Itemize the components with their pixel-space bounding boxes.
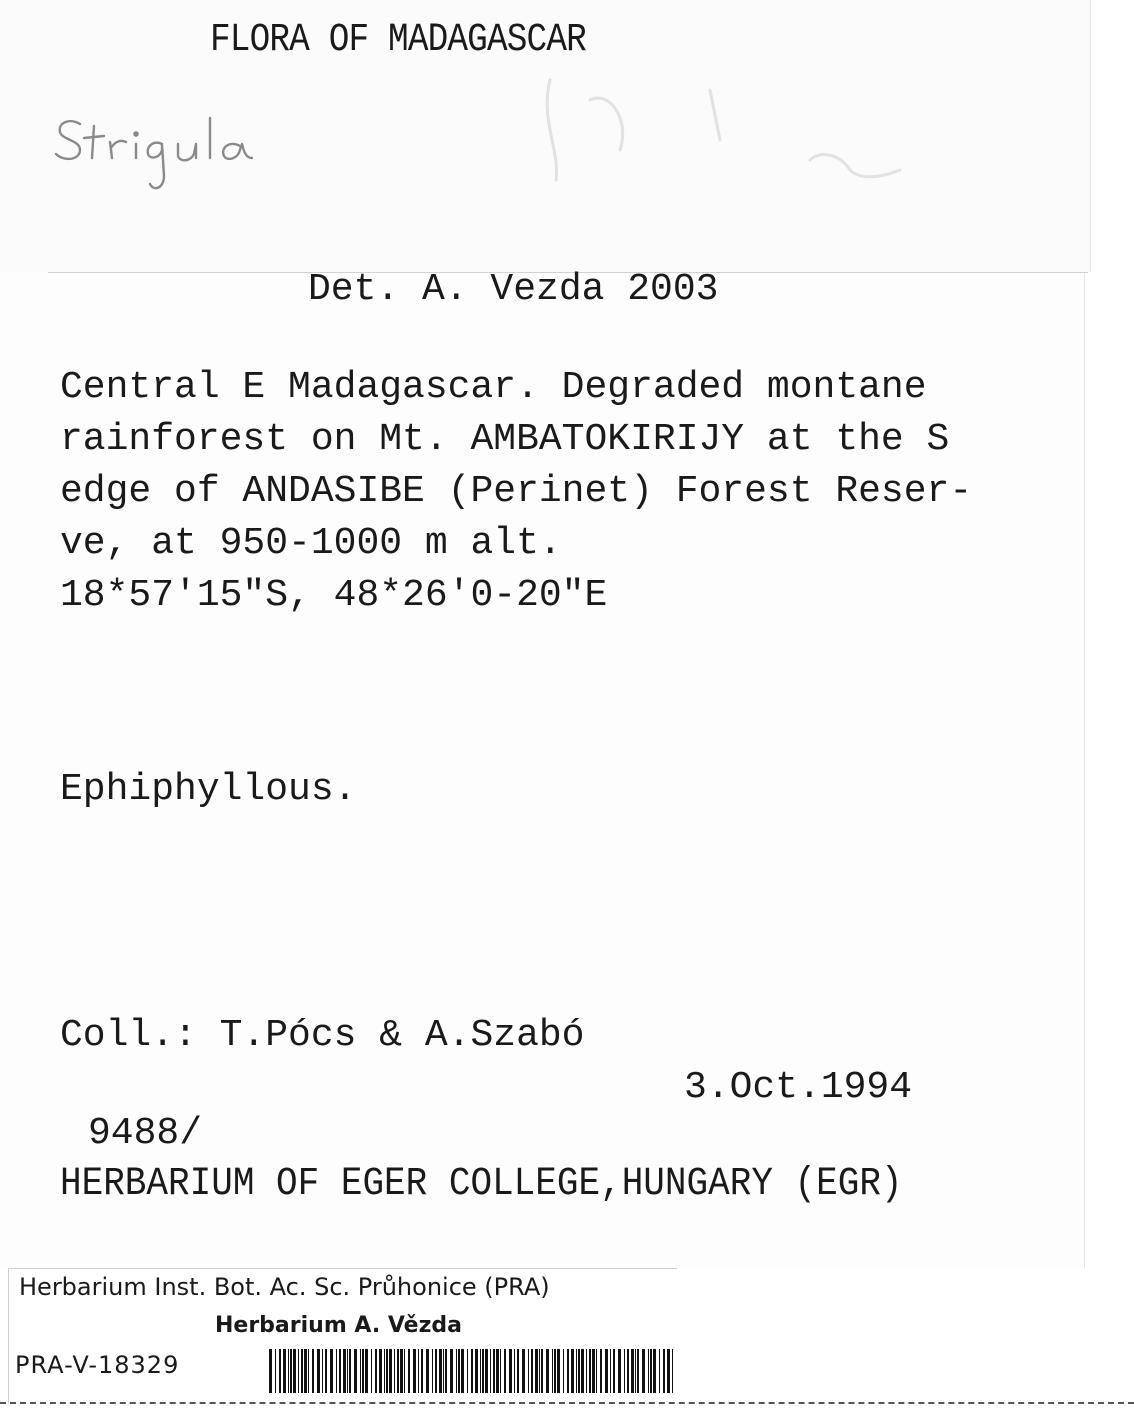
barcode-bar [362,1349,364,1393]
barcode-bar [458,1349,460,1393]
barcode-bar [439,1349,442,1393]
barcode-bar [379,1349,382,1393]
barcode-bar [563,1349,564,1393]
barcode-bar [426,1349,429,1393]
barcode-bar [554,1349,556,1393]
barcode-bar [528,1349,529,1393]
barcode-bar [386,1349,388,1393]
faint-pencil-marks [520,60,960,220]
institution-text: Herbarium Inst. Bot. Ac. Sc. Průhonice (PRA) [19,1273,550,1301]
barcode-bar [610,1349,611,1393]
locality-description [60,362,972,622]
collection-text: Herbarium A. Vězda [215,1313,463,1338]
locality-line: ve, at 950-1000 m alt. [60,522,562,565]
barcode-bar [304,1349,307,1393]
barcode-bar [389,1349,392,1393]
barcode-bar [408,1349,410,1393]
collection-date: 3.Oct.1994 [684,1066,913,1109]
barcode-bar [400,1349,403,1393]
barcode-bar [605,1349,608,1393]
barcode-bar [635,1349,636,1393]
barcode-bar [552,1349,553,1393]
barcode-bar [627,1349,629,1393]
cut-line [0,1402,1134,1404]
barcode-bar [371,1349,372,1393]
collection-number: 9488/ [88,1112,203,1155]
barcode-bar [375,1349,377,1393]
barcode-bar [349,1349,351,1393]
barcode-bar [504,1349,506,1393]
barcode-bar [596,1349,597,1393]
barcode-bar [467,1349,468,1393]
barcode-bar [435,1349,437,1393]
barcode-bar [279,1349,281,1393]
barcode-bar [336,1349,337,1393]
herbarium-name: HERBARIUM OF EGER COLLEGE,HUNGARY (EGR) [60,1162,903,1207]
barcode-bar [578,1349,580,1393]
barcode-bar [637,1349,639,1393]
barcode-bar [514,1349,515,1393]
barcode-bar [275,1349,276,1393]
barcode-bar [293,1349,296,1393]
barcode-bar [493,1349,495,1393]
barcode-bar [269,1349,272,1393]
barcode-bar [672,1349,673,1393]
catalog-number: PRA-V-18329 [15,1351,180,1379]
barcode [267,1349,677,1393]
barcode-bar [394,1349,395,1393]
barcode-bar [480,1349,481,1393]
barcode-bar [421,1349,423,1393]
barcode-bar [290,1349,292,1393]
barcode-bar [360,1349,361,1393]
barcode-bar [535,1349,538,1393]
barcode-bar [330,1349,333,1393]
barcode-bar [475,1349,478,1393]
barcode-bar [354,1349,357,1393]
barcode-bar [322,1349,323,1393]
barcode-bar [557,1349,560,1393]
barcode-bar [450,1349,453,1393]
determination-line: Det. A. Vezda 2003 [308,268,719,311]
barcode-bar [456,1349,457,1393]
substrate-text: Ephiphyllous. [60,768,357,811]
barcode-bar [397,1349,399,1393]
barcode-bar [288,1349,289,1393]
locality-line: edge of ANDASIBE (Perinet) Forest Reser- [60,470,973,513]
label-title: FLORA OF MADAGASCAR [210,18,586,63]
barcode-bar [600,1349,602,1393]
barcode-bar [546,1349,549,1393]
barcode-bar [522,1349,525,1393]
barcode-bar [541,1349,543,1393]
barcode-bar [443,1349,444,1393]
barcode-bar [317,1349,320,1393]
barcode-bar [509,1349,512,1393]
barcode-bar [365,1349,368,1393]
barcode-bar [485,1349,488,1393]
barcode-bar [531,1349,533,1393]
herbarium-stamp-label [8,1268,677,1403]
barcode-bar [471,1349,473,1393]
barcode-bar [343,1349,346,1393]
barcode-bar [496,1349,499,1393]
barcode-bar [445,1349,447,1393]
barcode-bar [461,1349,464,1393]
barcode-bar [618,1349,621,1393]
barcode-bar [663,1349,665,1393]
barcode-bar [432,1349,433,1393]
barcode-bar [667,1349,670,1393]
barcode-bar [567,1349,569,1393]
locality-line: rainforest on Mt. AMBATOKIRIJY at the S [60,418,950,461]
barcode-bar [339,1349,341,1393]
barcode-bar [613,1349,615,1393]
locality-line: Central E Madagascar. Degraded montane [60,366,927,409]
collectors-text: Coll.: T.Pócs & A.Szabó [60,1014,585,1057]
barcode-bar [571,1349,574,1393]
barcode-bar [581,1349,584,1393]
barcode-bar [482,1349,484,1393]
barcode-bar [384,1349,385,1393]
barcode-bar [576,1349,577,1393]
barcode-bar [418,1349,419,1393]
coordinates-line: 18*57'15"S, 48*26'0-20"E [60,574,608,617]
barcode-bar [631,1349,634,1393]
barcode-bar [308,1349,309,1393]
barcode-bar [413,1349,416,1393]
barcode-bar [517,1349,519,1393]
barcode-bar [301,1349,303,1393]
barcode-bar [347,1349,348,1393]
handwritten-genus-strigula [50,100,330,200]
barcode-bar [312,1349,314,1393]
barcode-bar [648,1349,649,1393]
barcode-bar [659,1349,660,1393]
barcode-bar [642,1349,645,1393]
barcode-bar [539,1349,540,1393]
barcode-bar [592,1349,595,1393]
barcode-bar [298,1349,299,1393]
barcode-bar [650,1349,652,1393]
barcode-bar [624,1349,625,1393]
barcode-bar [586,1349,587,1393]
barcode-bar [490,1349,491,1393]
barcode-bar [325,1349,327,1393]
barcode-bar [404,1349,405,1393]
barcode-bar [653,1349,656,1393]
barcode-bar [500,1349,501,1393]
barcode-bar [283,1349,286,1393]
barcode-bar [589,1349,591,1393]
